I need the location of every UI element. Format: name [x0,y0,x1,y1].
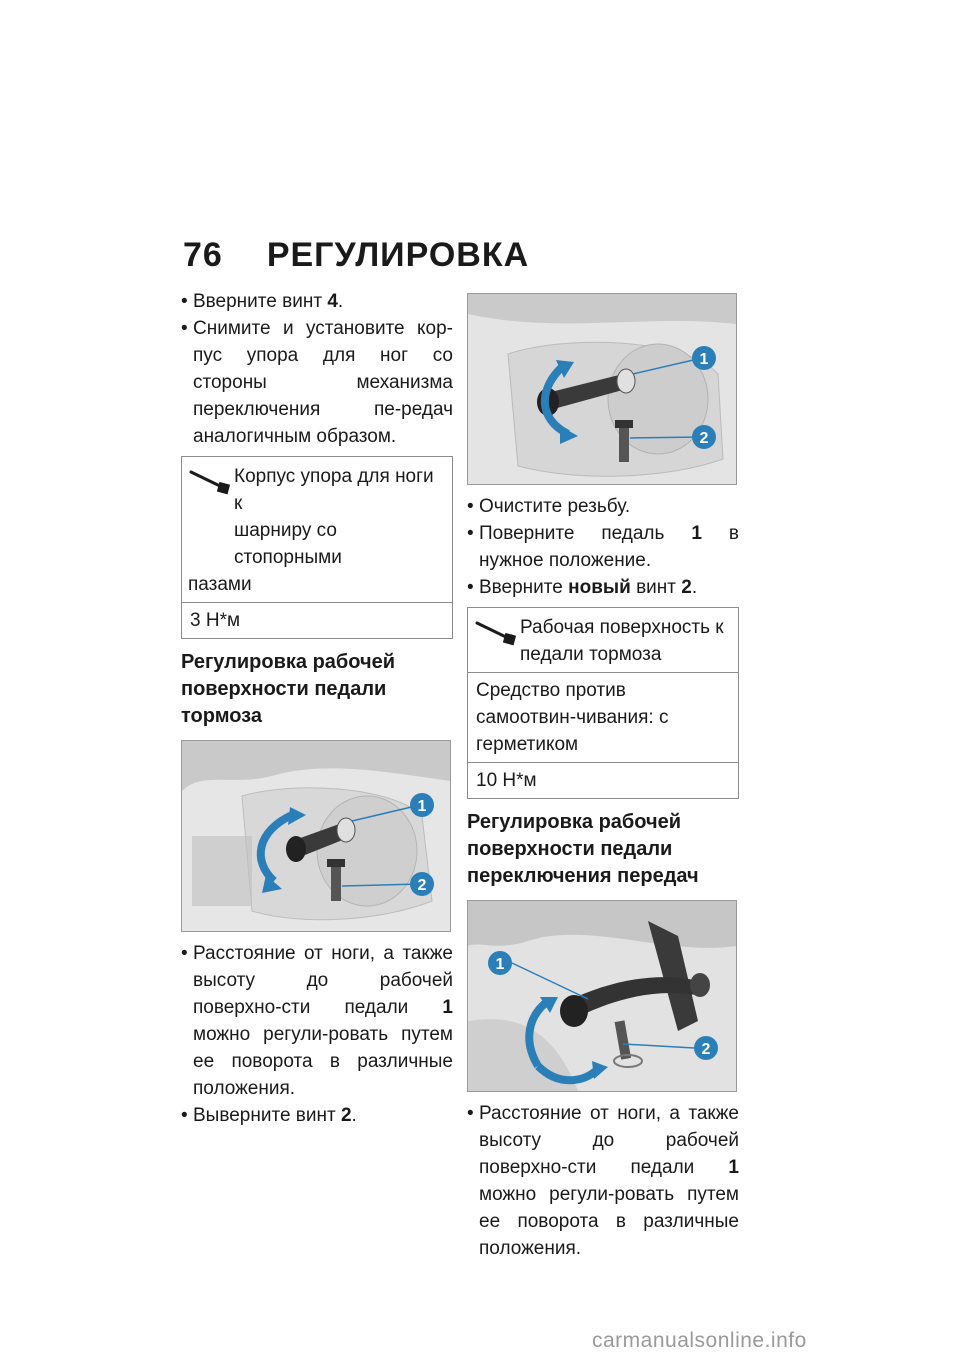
torque-spec-box [467,607,739,799]
steps-list-2 [181,940,453,1129]
spec-title-line: пазами [188,574,252,595]
callout-2: 2 [701,1041,711,1058]
spec-title-line: педали тормоза [520,644,662,665]
list-item: • Вверните винт 4. [181,288,453,315]
spec-value: 10 Н*м [468,762,738,798]
list-item: • Поверните педаль 1 в нужное положение. [467,520,739,574]
steps-list-4 [467,1100,739,1262]
page-header [183,236,529,275]
list-item: • Вверните новый винт 2. [467,574,739,601]
callout-2: 2 [699,430,709,447]
torque-wrench-icon [188,467,232,497]
steps-list-1 [181,288,453,450]
left-column [181,288,453,1129]
list-item: • Выверните винт 2. [181,1102,453,1129]
section-title: Регулировка рабочей поверхности педали переключения передач [467,811,699,887]
footrest-figure [467,293,737,485]
torque-spec-box [181,456,453,639]
spec-heading [182,457,452,602]
callout-1: 1 [495,956,505,973]
right-column [467,293,739,1262]
section-title: Регулировка рабочей поверхности педали тормоза [181,651,396,727]
list-item: • Расстояние от ноги, а также высоту до рабочей поверхно-сти педали 1 можно регули-ровать путем ее поворота в различные положения. [467,1100,739,1262]
page-title: РЕГУЛИРОВКА [266,236,530,274]
watermark: carmanualsonline.info [592,1329,807,1352]
brake-pedal-figure [181,740,451,932]
callout-1: 1 [699,351,709,368]
list-item: • Очистите резьбу. [467,493,739,520]
torque-wrench-icon [474,618,518,648]
spec-title-line: Рабочая поверхность к [520,617,724,638]
list-item: • Расстояние от ноги, а также высоту до рабочей поверхно-сти педали 1 можно регули-ровать путем ее поворота в различные положения. [181,940,453,1102]
shift-pedal-figure [467,900,737,1092]
list-item: • Снимите и установите кор-пус упора для ног со стороны механизма переключения пе-редач аналогичным образом. [181,315,453,450]
spec-value: 3 Н*м [182,602,452,638]
spec-title-line: Корпус упора для ноги к [234,466,434,514]
steps-list-3 [467,493,739,601]
spec-heading [468,608,738,672]
spec-title-line: шарниру со стопорными [234,520,342,568]
callout-2: 2 [417,877,427,894]
page-number: 76 [183,236,223,274]
callout-1: 1 [417,798,427,815]
spec-note: Средство против самоотвин-чивания: с герметиком [468,672,738,762]
